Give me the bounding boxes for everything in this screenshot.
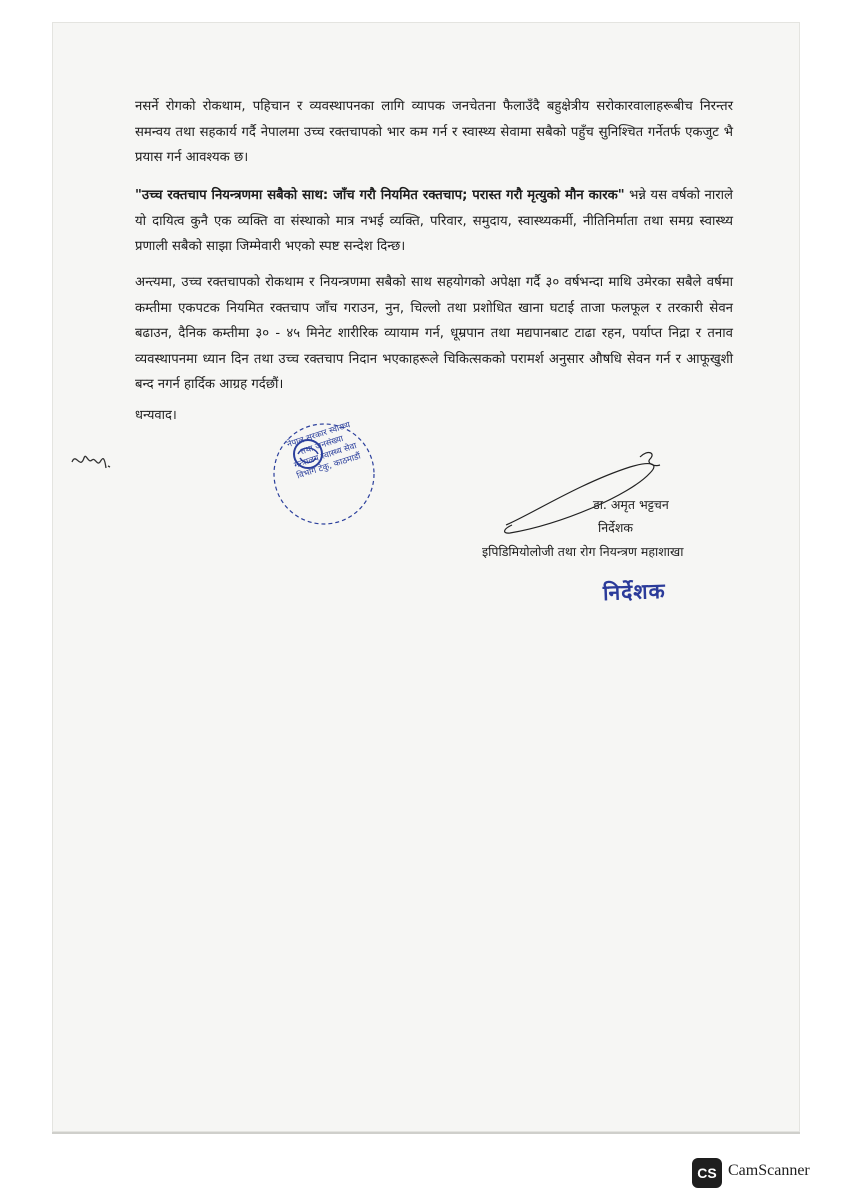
closing-thanks: धन्यवाद। [135, 408, 177, 423]
page-bottom-edge [52, 1132, 800, 1134]
signatory-department: इपिडिमियोलोजी तथा रोग नियन्त्रण महाशाखा [482, 544, 684, 559]
signature-scribble [500, 445, 680, 540]
camscanner-watermark: CamScanner [728, 1162, 810, 1179]
slogan-explanation: भन्ने यस वर्षको नाराले यो दायित्व कुनै एक व्यक्ति वा संस्थाको मात्र नभई व्यक्ति, परिवार, समुदाय, स्वास्थ्यकर्मी, नीतिनिर्माता तथा समग्र स्वास्थ्य प्रणाली सबैको साझा जिम्मेवारी भएको स्पष्ट सन्देश दिन्छ। [135, 188, 733, 254]
paragraph-awareness: नसर्ने रोगको रोकथाम, पहिचान र व्यवस्थापनका लागि व्यापक जनचेतना फैलाउँदै बहुक्षेत्रीय सरोकारवालाहरूबीच निरन्तर समन्वय तथा सहकार्य गर्दै नेपालमा उच्च रक्तचापको भार कम गर्न र स्वास्थ्य सेवामा सबैको पहुँच सुनिश्चित गर्नेतर्फ एकजुट भै प्रयास गर्न आवश्यक छ। [135, 99, 733, 165]
signatory-title: निर्देशक [598, 520, 633, 535]
signatory-name: डा. अमृत भट्टचन [593, 497, 669, 512]
paragraph-slogan [135, 183, 733, 260]
director-stamp: निर्देशक [602, 578, 667, 606]
handwritten-initials [68, 440, 118, 480]
seal-text: नेपाल सरकार स्वास्थ्य तथा जनसंख्या मन्त्रालय स्वास्थ्य सेवा विभाग टेकु, काठमाडौं [285, 420, 363, 482]
paragraph-appeal: अन्त्यमा, उच्च रक्तचापको रोकथाम र नियन्त्रणमा सबैको साथ सहयोगको अपेक्षा गर्दै ३० वर्षभन्दा माथि उमेरका सबैले वर्षमा कम्तीमा एकपटक नियमित रक्तचाप जाँच गराउन, नुन, चिल्लो तथा प्रशोधित खाना घटाई ताजा फलफूल र तरकारी सेवन बढाउन, दैनिक कम्तीमा ३० - ४५ मिनेट शारीरिक व्यायाम गर्न, धूम्रपान तथा मद्यपानबाट टाढा रहन, पर्याप्त निद्रा र तनाव व्यवस्थापनमा ध्यान दिन तथा उच्च रक्तचाप निदान भएकाहरूले चिकित्सकको परामर्श अनुसार औषधि सेवन गर्न र आफूखुशी बन्द नगर्न हार्दिक आग्रह गर्दछौं। [135, 275, 733, 392]
camscanner-logo-icon: CS [692, 1158, 722, 1188]
slogan-text: "उच्च रक्तचाप नियन्त्रणमा सबैको साथ: जाँच गरौ नियमित रक्तचाप; परास्त गरौ मृत्युको मौन कारक" [135, 188, 625, 203]
